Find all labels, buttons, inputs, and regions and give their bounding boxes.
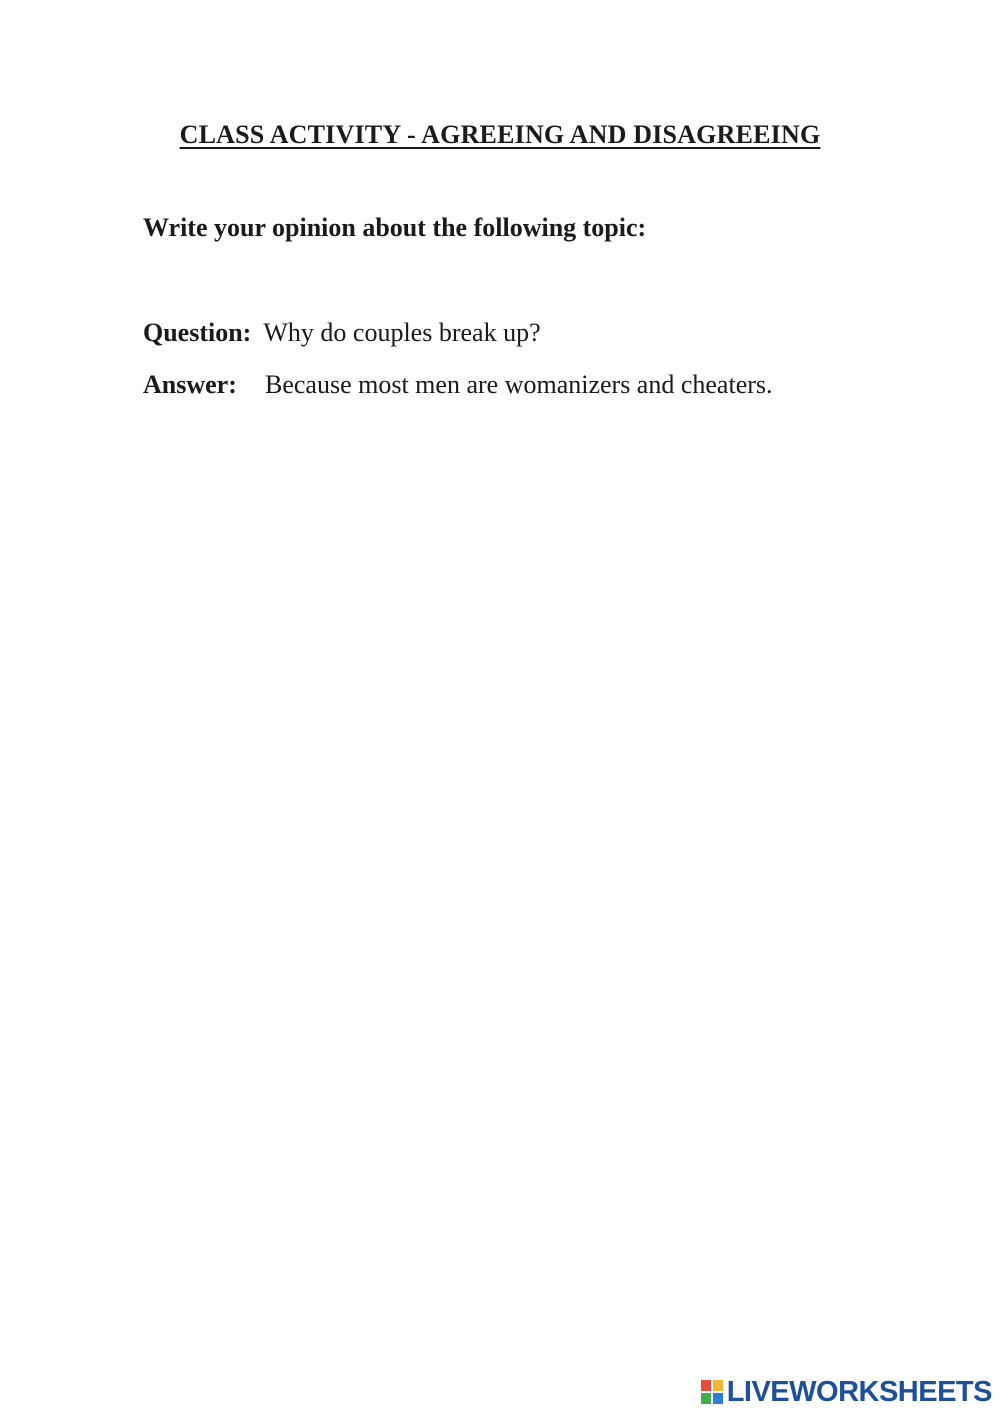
question-text: Why do couples break up? [263, 318, 541, 347]
answer-line [143, 370, 773, 400]
instruction-text: Write your opinion about the following topic: [143, 213, 647, 242]
page-title: CLASS ACTIVITY - AGREEING AND DISAGREEING [179, 120, 821, 149]
brand-name: LIVEWORKSHEETS [726, 1375, 992, 1408]
question-line [143, 318, 541, 348]
answer-text: Because most men are womanizers and cheaters. [265, 370, 773, 399]
question-label: Question: [143, 318, 252, 347]
answer-label: Answer: [143, 370, 237, 399]
liveworksheets-logo-icon [701, 1380, 723, 1404]
brand-footer[interactable] [701, 1377, 992, 1407]
